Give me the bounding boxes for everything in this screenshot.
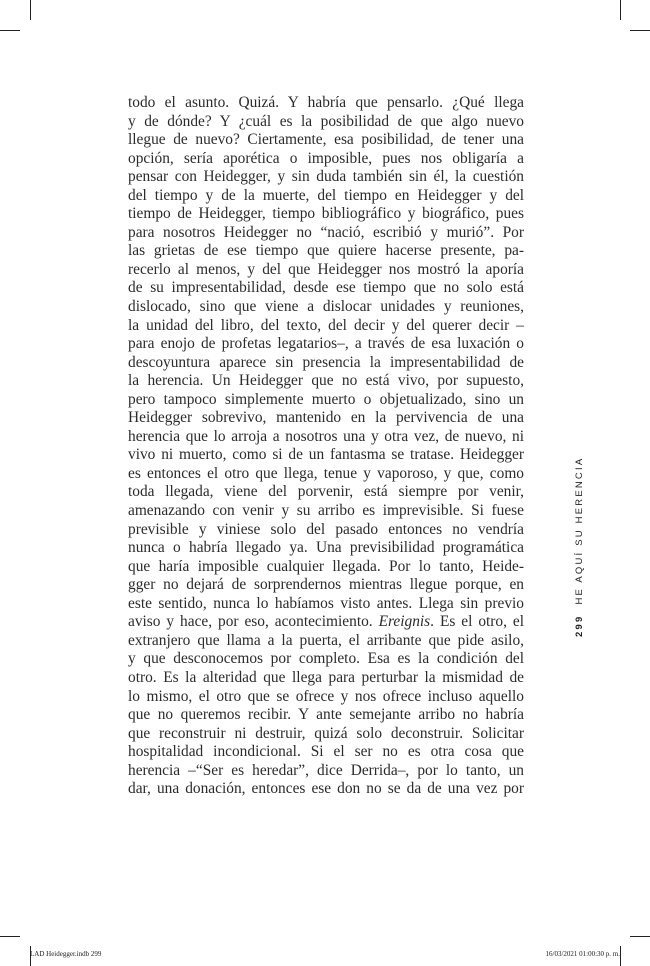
text-line: hospitalidad incondicional. Si el ser no es otra cosa que xyxy=(128,743,524,761)
text-line: es entonces el otro que llega, tenue y vaporoso, y que, como xyxy=(128,464,524,482)
text-line: herencia que lo arroja a nosotros una y otra vez, de nuevo, ni xyxy=(128,427,524,445)
text-line: recerlo al menos, y del que Heidegger nos mostró la aporía xyxy=(128,260,524,278)
text-segment: . Es el otro, el xyxy=(430,613,525,631)
text-line: las grietas de ese tiempo que quiere hacerse presente, pa- xyxy=(128,242,524,260)
italic-term: Ereignis xyxy=(378,613,431,631)
text-line: de su impresentabilidad, desde ese tiempo que no solo está xyxy=(128,279,524,297)
text-line: opción, sería aporética o imposible, pues nos obligaría a xyxy=(128,149,524,167)
crop-mark-top-right xyxy=(620,0,621,20)
text-line: llegue de nuevo? Ciertamente, esa posibilidad, de tener una xyxy=(128,131,524,149)
crop-mark-left-top xyxy=(0,30,20,31)
text-line: dar, una donación, entonces ese don no se da de una vez por xyxy=(128,780,524,798)
crop-mark-left-bottom xyxy=(0,936,20,937)
text-line: dislocado, sino que viene a dislocar unidades y reuniones, xyxy=(128,298,524,316)
crop-mark-top-left xyxy=(30,0,31,20)
body-text xyxy=(128,94,524,799)
running-head xyxy=(574,457,585,637)
text-line: que haría imposible cualquier llegada. Por lo tanto, Heide- xyxy=(128,557,524,575)
text-line: la unidad del libro, del texto, del decir y del querer decir – xyxy=(128,316,524,334)
text-line: descoyuntura aparece sin presencia la impresentabilidad de xyxy=(128,353,524,371)
text-line: pensar con Heidegger, y sin duda también sin él, la cuestión xyxy=(128,168,524,186)
text-line: que no queremos recibir. Y ante semejante arribo no habría xyxy=(128,706,524,724)
text-line: que reconstruir ni destruir, quizá solo deconstruir. Solicitar xyxy=(128,724,524,742)
text-line: tiempo de Heidegger, tiempo bibliográfico y biográfico, pues xyxy=(128,205,524,223)
slug-file: LAD Heidegger.indb 299 xyxy=(30,950,102,958)
crop-mark-bottom-right xyxy=(620,946,621,966)
text-line: del tiempo y de la muerte, del tiempo en Heidegger y del xyxy=(128,186,524,204)
text-line: herencia –“Ser es heredar”, dice Derrida–, por lo tanto, un xyxy=(128,761,524,779)
text-line: nunca o habría llegado ya. Una previsibilidad programática xyxy=(128,539,524,557)
slug-timestamp: 16/03/2021 01:00:30 p. m. xyxy=(545,950,620,958)
text-line: gger no dejará de sorprendernos mientras llegue porque, en xyxy=(128,576,524,594)
text-line-with-italic xyxy=(128,613,524,632)
text-line: lo mismo, el otro que se ofrece y nos ofrece incluso aquello xyxy=(128,687,524,705)
text-segment: aviso y hace, por eso, acontecimiento. xyxy=(128,613,379,631)
text-line: Heidegger sobrevivo, mantenido en la pervivencia de una xyxy=(128,409,524,427)
text-line: amenazando con venir y su arribo es imprevisible. Si fuese xyxy=(128,502,524,520)
page-number: 299 xyxy=(574,614,585,637)
text-line: para enojo de profetas legatarios–, a través de esa luxación o xyxy=(128,335,524,353)
text-line: pero tampoco simplemente muerto o objetualizado, sino un xyxy=(128,390,524,408)
text-line: para nosotros Heidegger no “nació, escribió y murió”. Por xyxy=(128,223,524,241)
text-line: y de dónde? Y ¿cuál es la posibilidad de que algo nuevo xyxy=(128,112,524,130)
running-head-title: HE AQUÍ SU HERENCIA xyxy=(574,456,585,605)
crop-mark-right-bottom xyxy=(630,936,650,937)
crop-mark-right-top xyxy=(630,30,650,31)
text-line: otro. Es la alteridad que llega para perturbar la mismidad de xyxy=(128,668,524,686)
text-line: la herencia. Un Heidegger que no está vivo, por supuesto, xyxy=(128,372,524,390)
text-line: toda llegada, viene del porvenir, está siempre por venir, xyxy=(128,483,524,501)
text-line: este sentido, nunca lo habíamos visto antes. Llega sin previo xyxy=(128,594,524,612)
text-line: extranjero que llama a la puerta, el arribante que pide asilo, xyxy=(128,631,524,649)
text-line: todo el asunto. Quizá. Y habría que pensarlo. ¿Qué llega xyxy=(128,94,524,111)
text-line: y que desconocemos por completo. Esa es la condición del xyxy=(128,650,524,668)
text-line: previsible y viniese solo del pasado entonces no vendría xyxy=(128,520,524,538)
text-line: vivo ni muerto, como si de un fantasma se tratase. Heidegger xyxy=(128,446,524,464)
